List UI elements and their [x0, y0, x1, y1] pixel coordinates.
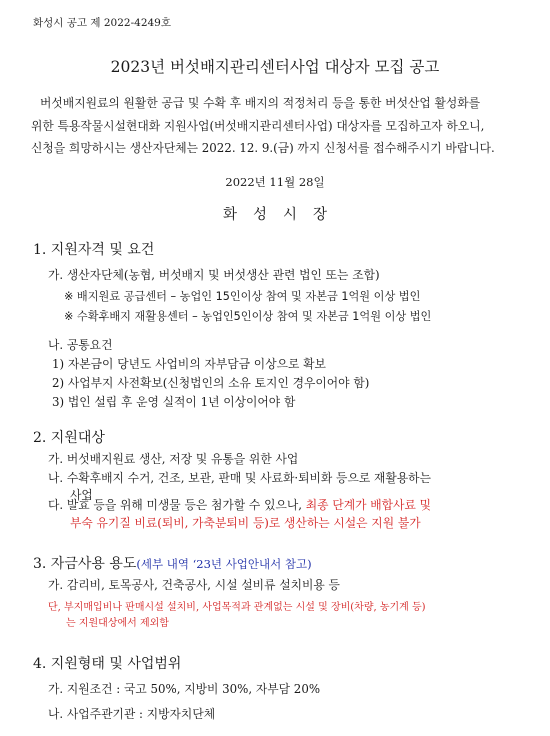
section-1-item-ga: 가. 생산자단체(농협, 버섯배지 및 버섯생산 관련 법인 또는 조합): [48, 268, 380, 282]
section-3-exclusion-line-2: 는 지원대상에서 제외함: [66, 618, 169, 629]
issuer-name: 화성시장: [222, 207, 344, 223]
announcement-date: 2022년 11월 28일: [225, 175, 325, 189]
section-3-exclusion-line-1: 단, 부지매입비나 판매시설 설치비, 사업목적과 관계없는 시설 및 장비(차량, 농기계 등): [48, 602, 426, 613]
section-1-requirement-1: 1) 자본금이 당년도 사업비의 자부담금 이상으로 확보: [52, 357, 326, 371]
section-3-heading-text: 3. 자금사용 용도: [33, 556, 137, 572]
section-4-item-ga: 가. 지원조건 : 국고 50%, 지방비 30%, 자부담 20%: [48, 682, 321, 696]
section-2-item-da-text: 다. 발효 등을 위해 미생물 등은 첨가할 수 있으나,: [48, 498, 306, 512]
intro-line-3: 신청을 희망하시는 생산자단체는 2022. 12. 9.(금) 까지 신청서를 접수해주시기 바랍니다.: [31, 141, 495, 155]
intro-line-1: 버섯배지원료의 원활한 공급 및 수확 후 배지의 적정처리 등을 통한 버섯산업 활성화를: [40, 96, 481, 110]
section-4-item-na: 나. 사업주관기관 : 지방자치단체: [48, 707, 216, 721]
section-1-requirement-2: 2) 사업부지 사전확보(신청법인의 소유 토지인 경우이어야 함): [52, 376, 370, 390]
section-2-heading: 2. 지원대상: [33, 430, 105, 446]
section-3-item-ga: 가. 감리비, 토목공사, 건축공사, 시설 설비류 설치비용 등: [48, 578, 340, 592]
section-1-requirement-3: 3) 법인 설립 후 운영 실적이 1년 이상이어야 함: [52, 395, 296, 409]
document-title: 2023년 버섯배지관리센터사업 대상자 모집 공고: [110, 58, 440, 76]
section-2-item-da-line-1: [48, 500, 431, 512]
section-1-note-1: ※ 배지원료 공급센터 – 농업인 15인이상 참여 및 자본금 1억원 이상 법인: [64, 290, 421, 303]
intro-line-2: 위한 특용작물시설현대화 지원사업(버섯배지관리센터사업) 대상자를 모집하고자 하오니,: [31, 119, 485, 133]
section-1-item-na: 나. 공통요건: [48, 338, 113, 352]
section-1-note-2: ※ 수확후배지 재활용센터 – 농업인5인이상 참여 및 자본금 1억원 이상 법인: [64, 310, 432, 323]
section-2-item-na-line-2: 사업: [70, 488, 93, 502]
section-3-heading-reference: (세부 내역 ‘23년 사업안내서 참고): [136, 557, 312, 571]
section-2-item-na-line-1: 나. 수확후배지 수거, 건조, 보관, 판매 및 사료화·퇴비화 등으로 재활용하는: [48, 471, 431, 485]
section-2-item-ga: 가. 버섯배지원료 생산, 저장 및 유통을 위한 사업: [48, 452, 299, 466]
section-4-heading: 4. 지원형태 및 사업범위: [33, 656, 182, 672]
section-1-heading: 1. 지원자격 및 요건: [33, 242, 155, 258]
section-2-item-da-line-2: 부숙 유기질 비료(퇴비, 가축분퇴비 등)로 생산하는 시설은 지원 불가: [70, 516, 421, 530]
notice-number: 화성시 공고 제 2022-4249호: [33, 17, 172, 29]
section-2-item-da-highlight: 최종 단계가 배합사료 및: [305, 498, 431, 512]
section-3-heading: [33, 555, 312, 571]
